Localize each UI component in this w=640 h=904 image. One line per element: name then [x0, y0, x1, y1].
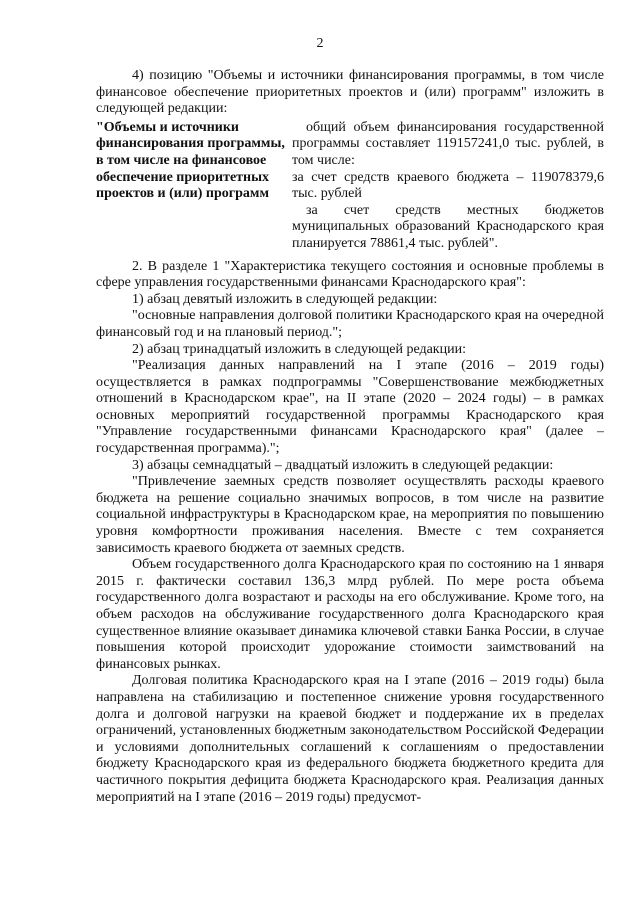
paragraph: 3) абзацы семнадцатый – двадцатый изложить в следующей редакции: [132, 457, 554, 473]
document-body [96, 68, 604, 806]
paragraph: 2. В разделе 1 "Характеристика текущего состояния и основные проблемы в сфере управления государственными финансами Краснодарского края": [96, 258, 604, 291]
paragraph: "основные направления долговой политики Краснодарского края на очередной финансовый год и на плановый период."; [96, 308, 604, 340]
table-left-cell: "Объемы и источники финансирования программы, в том числе на финансовое обеспечение приоритетных проектов и (или) программ [96, 119, 285, 202]
table-right-cell [292, 120, 604, 253]
page-number: 2 [316, 36, 324, 51]
total-funding-text: общий объем финансирования государственной программы составляет 119157241,0 тыс. рублей, в том числе: [292, 119, 604, 168]
local-budget-text: за счет средств местных бюджетов муниципальных образований Краснодарского края планируется 78861,4 тыс. рублей". [292, 202, 604, 251]
regional-budget-text: за счет средств краевого бюджета – 119078379,6 тыс. рублей [292, 169, 604, 202]
paragraph: 2) абзац тринадцатый изложить в следующей редакции: [132, 341, 466, 357]
paragraph: "Реализация данных направлений на I этапе (2016 – 2019 годы) осуществляется в рамках подпрограммы "Совершенствование межбюджетных отношений в Краснодарском крае", на II этапе (2020 – 2024 годы) – в рамках основных мероприятий государственной программы Краснодарского края "Управление государственными финансами Краснодарского края" (далее – государственная программа)."; [96, 358, 604, 457]
paragraph: Долговая политика Краснодарского края на I этапе (2016 – 2019 годы) была направлена на стабилизацию и постепенное снижение уровня государственного долга и долговой нагрузки на краевой бюджет и поддержание их в пределах ограничений, установленных бюджетным законодательством Российской Федерации и условиями дополнительных соглашений к соглашениям о предоставлении бюджету Краснодарского края из федерального бюджета бюджетного кредита для частичного покрытия дефицита бюджета Краснодарского края. Реализация данных мероприятий на I этапе (2016 – 2019 годы) предусмот- [96, 673, 604, 805]
intro-paragraph: 4) позицию "Объемы и источники финансирования программы, в том числе финансовое обеспечение приоритетных проектов и (или) программ" изложить в следующей редакции: [96, 68, 604, 117]
paragraph: 1) абзац девятый изложить в следующей редакции: [132, 291, 438, 307]
paragraph: "Привлечение заемных средств позволяет осуществлять расходы краевого бюджета на решение социально значимых вопросов, в том числе на развитие социальной инфраструктуры в Краснодарском крае, на мероприятия по повышению уровня комфортности проживания населения. Вместе с тем сохраняется зависимость краевого бюджета от заемных средств. [96, 474, 604, 556]
program-funding-table [96, 120, 604, 253]
paragraph: Объем государственного долга Краснодарского края по состоянию на 1 января 2015 г. фактически составил 136,3 млрд рублей. По мере роста объема государственного долга возрастают и расходы на его обслуживание. Кроме того, на объем расходов на обслуживание государственного долга Краснодарского края существенное влияние оказывает динамика ключевой ставки Банка России, в случае повышения которой происходит удорожание стоимости заимствований на финансовых рынках. [96, 557, 604, 672]
